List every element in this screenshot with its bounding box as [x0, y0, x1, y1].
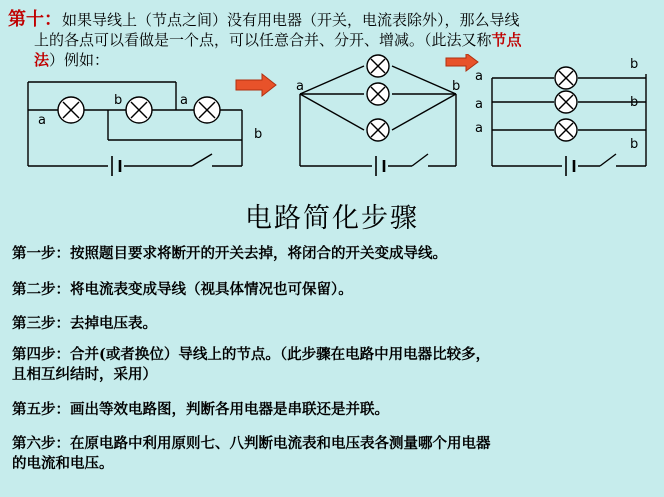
intro-highlight-1: 节点: [491, 31, 522, 49]
arrow-right-icon: [446, 54, 478, 71]
intro-highlight-2: 法: [34, 51, 50, 69]
node-label-b: b: [114, 93, 123, 108]
intro-text-2: 上的各点可以看做是一个点，可以任意合并、分开、增减。（此法又称: [34, 31, 492, 49]
circuit-ladder: [492, 67, 646, 176]
step-6-line-1: 第六步：在原电路中利用原则七、八判断电流表和电压表各测量哪个用电器: [12, 435, 491, 452]
node-label-b: b: [630, 95, 639, 110]
node-label-a: a: [38, 113, 46, 128]
node-label-a: a: [475, 69, 483, 84]
node-label-b: b: [452, 79, 461, 94]
step-1: 第一步：按照题目要求将断开的开关去掉，将闭合的开关变成导线。: [12, 245, 447, 262]
node-label-b: b: [630, 57, 639, 72]
arrow-right-icon: [236, 74, 276, 96]
intro-line-2: [8, 30, 658, 50]
node-label-a: a: [475, 97, 483, 112]
node-label-a: a: [180, 93, 188, 108]
step-2: 第二步：将电流表变成导线（视具体情况也可保留）。: [12, 281, 353, 298]
step-4-line-2: 且相互纠结时，采用）: [12, 366, 157, 383]
step-3: 第三步：去掉电压表。: [12, 315, 157, 332]
circuit-diagrams-svg: [0, 54, 664, 184]
node-label-b: b: [630, 137, 639, 152]
step-6-line-2: 的电流和电压。: [12, 455, 114, 472]
circuit-diamond: [300, 55, 456, 176]
intro-text-3: ）例如：: [49, 51, 110, 69]
step-5: 第五步：画出等效电路图，判断各用电器是串联还是并联。: [12, 401, 389, 418]
node-label-a: a: [296, 79, 304, 94]
step-6: [12, 434, 491, 474]
intro-label: 第十：: [8, 9, 62, 30]
circuit-original: [28, 82, 242, 176]
step-4-line-1: 第四步：合并(或者换位）导线上的节点。（此步骤在电路中用电器比较多，: [12, 346, 491, 363]
node-label-a: a: [475, 121, 483, 136]
node-label-b: b: [254, 127, 263, 142]
step-4: [12, 345, 490, 385]
circuit-diagrams: [0, 54, 664, 184]
section-heading: 电路简化步骤: [245, 203, 419, 234]
intro-text-1: 如果导线上（节点之间）没有用电器（开关，电流表除外），那么导线: [62, 11, 520, 29]
